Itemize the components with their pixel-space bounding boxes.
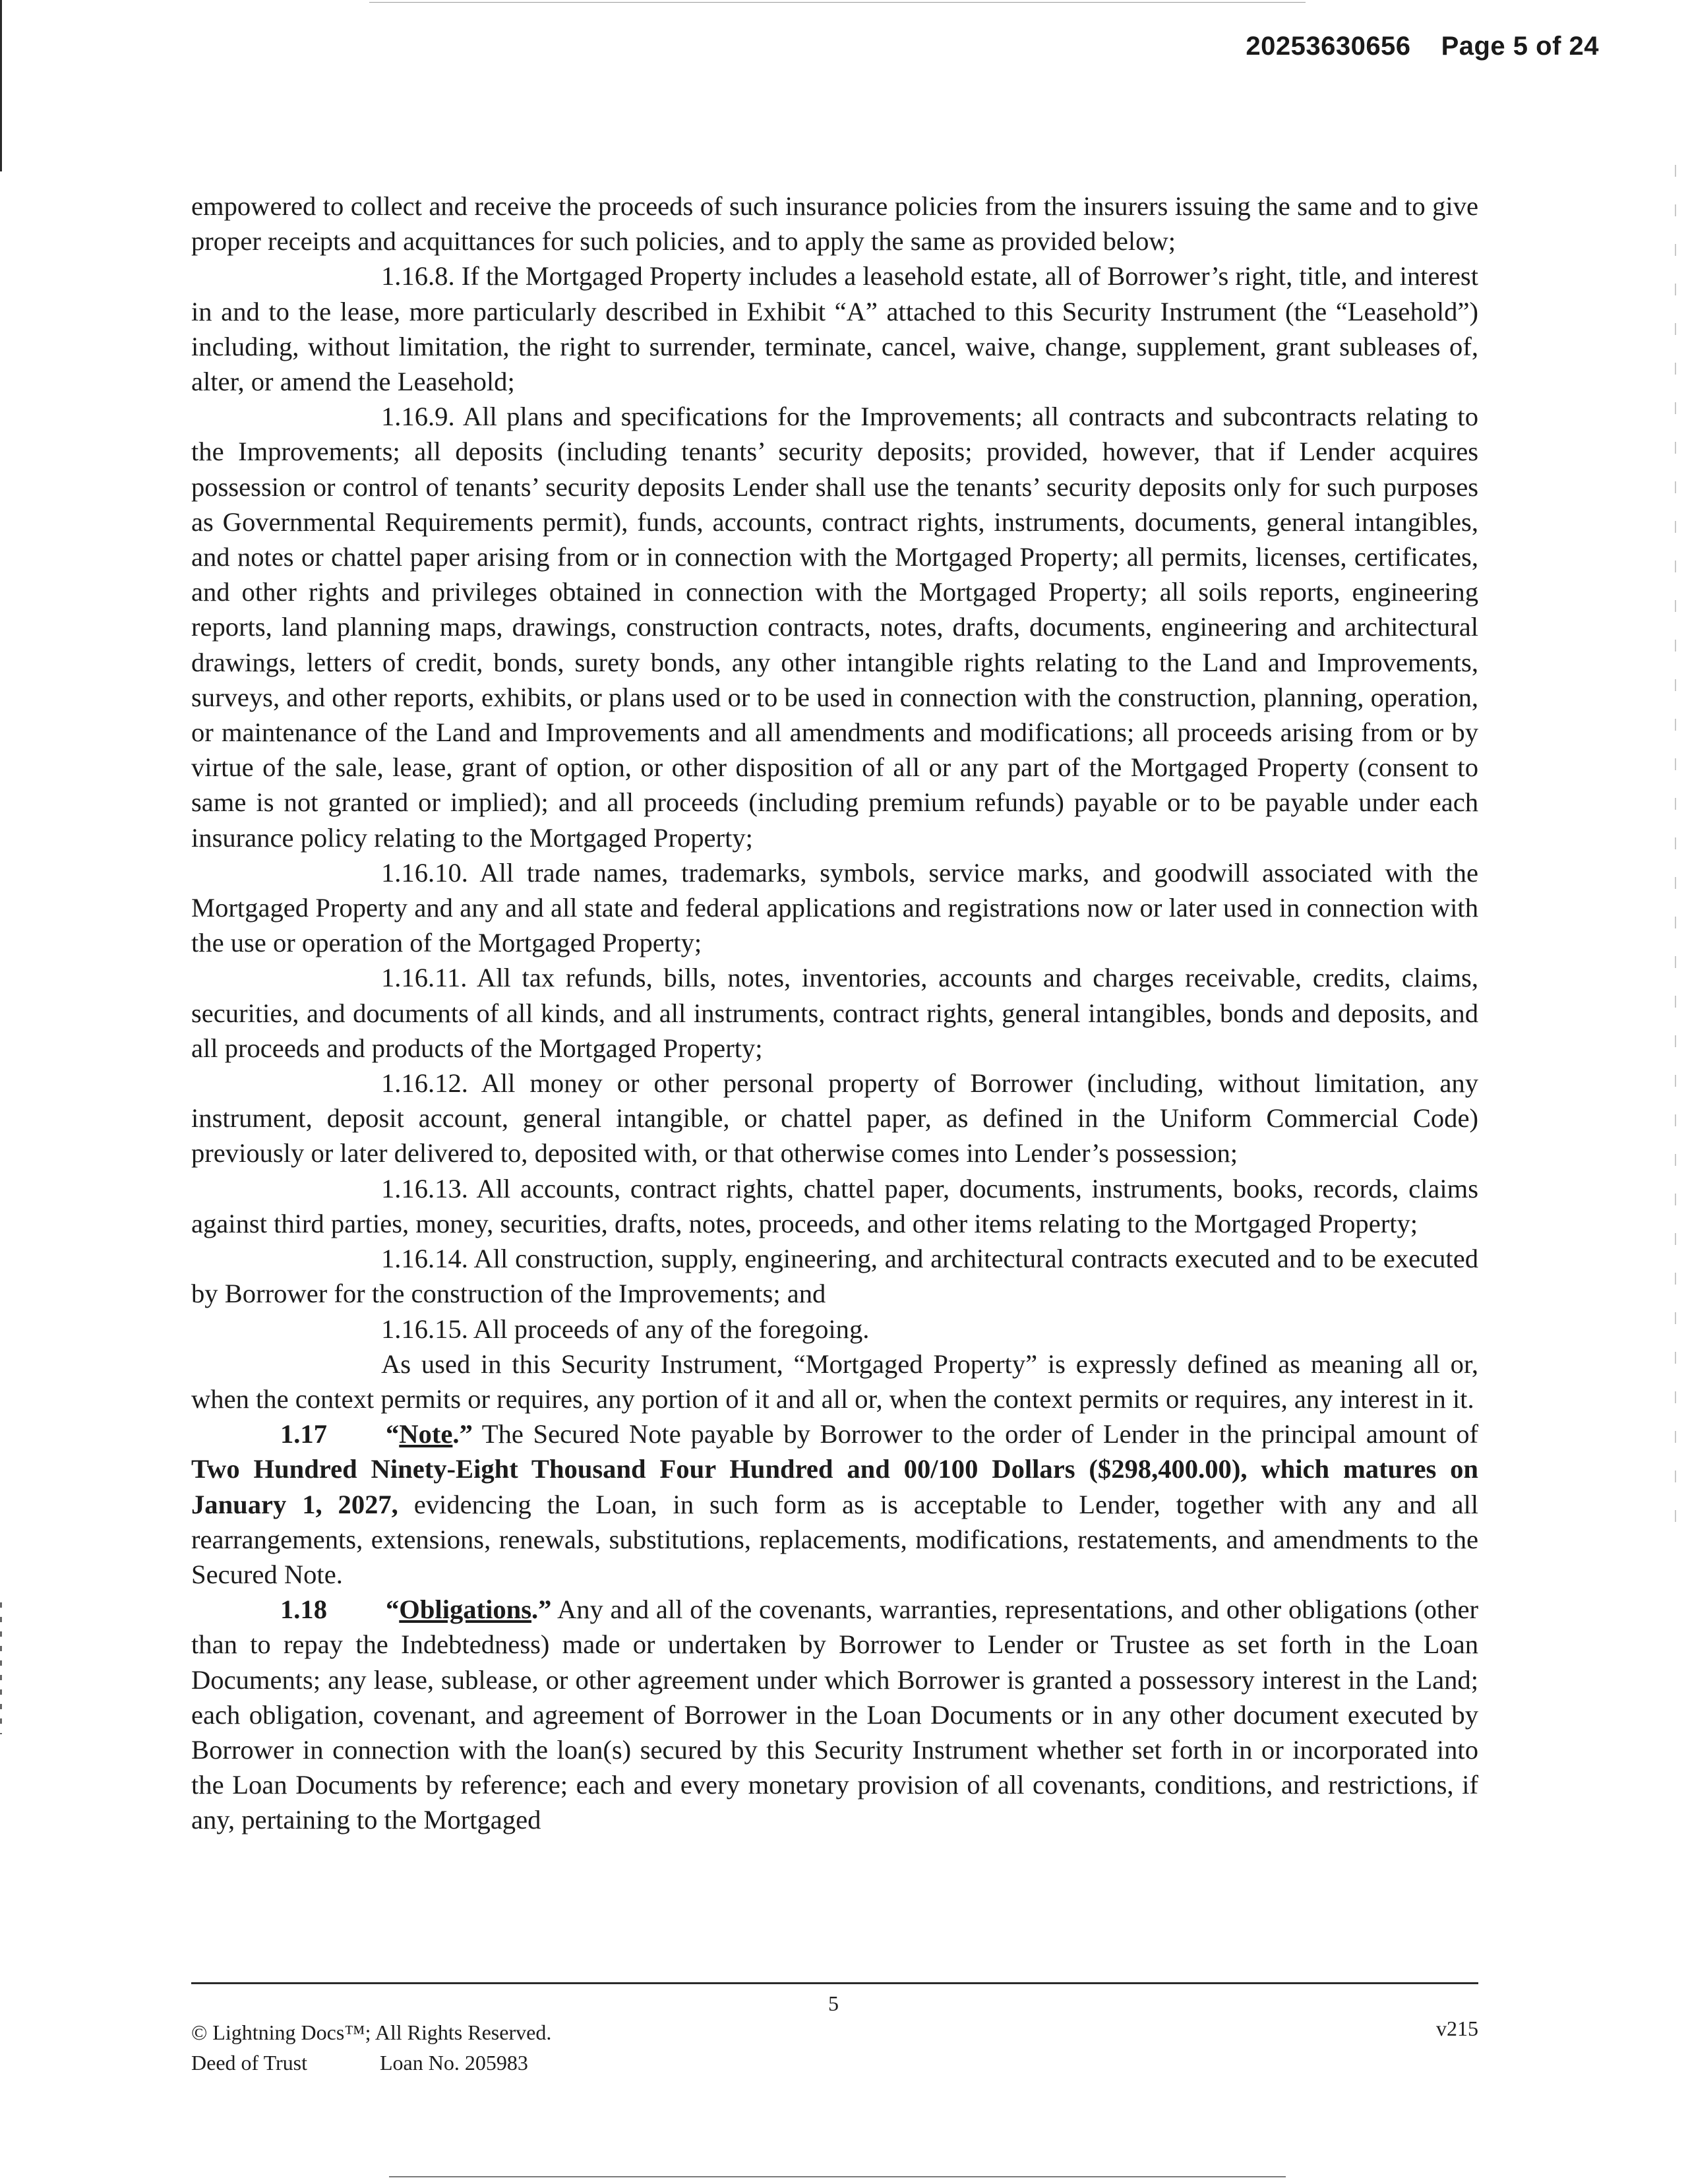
document-body (191, 189, 1478, 1838)
document-number: 20253630656 (1246, 32, 1411, 61)
term-close-quote: .” (452, 1419, 473, 1449)
section-number: 1.17 (280, 1419, 328, 1449)
clause-1-16-10: 1.16.10. All trade names, trademarks, symbols, service marks, and goodwill associated with the Mortgaged Property and any and all state and federal applications and registrations now or later used in connection with the use or operation of the Mortgaged Property; (191, 857, 1478, 958)
term-open-quote: “ (386, 1594, 400, 1625)
clause-1-16-12: 1.16.12. All money or other personal property of Borrower (including, without limitation, any instrument, deposit account, general intangible, or chattel paper, as defined in the Uniform Commercial Code) previously or later delivered to, deposited with, or that otherwise comes into Lender’s possession; (191, 1068, 1478, 1168)
page-number: 5 (828, 1991, 839, 2015)
scan-artifact-right-marks (1675, 165, 1676, 1550)
recording-header (1234, 32, 1599, 61)
footer-divider (191, 1982, 1478, 1984)
clause-1-16-11: 1.16.11. All tax refunds, bills, notes, inventories, accounts and charges receivable, credits, claims, securities, and documents of all kinds, and all instruments, contract rights, general intangibles, bonds and deposits, and all proceeds and products of the Mortgaged Property; (191, 963, 1478, 1063)
scan-artifact-bottom (389, 2176, 1286, 2177)
clause-1-16-15: 1.16.15. All proceeds of any of the foregoing. (381, 1314, 870, 1344)
clause-1-16-14: 1.16.14. All construction, supply, engineering, and architectural contracts executed and to be executed by Borrower for the construction of the Improvements; and (191, 1244, 1478, 1309)
mortgaged-property-definition: As used in this Security Instrument, “Mortgaged Property” is expressly defined as meaning all or, when the context permits or requires, any portion of it and all or, when the context permits or requires, any interest in it. (191, 1349, 1478, 1414)
page-of-label: Page 5 of 24 (1441, 32, 1599, 61)
scan-artifact-left-marks (0, 1602, 2, 1734)
term-open-quote: “ (386, 1419, 400, 1449)
section-1-17 (191, 1416, 1478, 1592)
clause-1-16-9: 1.16.9. All plans and specifications for the Improvements; all contracts and subcontracts relating to the Improvements; all deposits (including tenants’ security deposits; provided, however, that if Lender acquires possession or control of tenants’ security deposits Lender shall use the tenants’ security deposits only for such purposes as Governmental Requirements permit), funds, accounts, contract rights, instruments, documents, general intangibles, and notes or chattel paper arising from or in connection with the Mortgaged Property; all permits, licenses, certificates, and other rights and privileges obtained in connection with the Mortgaged Property; all soils reports, engineering reports, land planning maps, drawings, construction contracts, notes, drafts, documents, engineering and architectural drawings, letters of credit, bonds, surety bonds, any other intangible rights relating to the Land and Improvements, surveys, and other reports, exhibits, or plans used or to be used in connection with the construction, planning, operation, or maintenance of the Land and Improvements and all amendments and modifications; all proceeds arising from or by virtue of the sale, lease, grant of option, or other disposition of all or any part of the Mortgaged Property (consent to same is not granted or implied); and all proceeds (including premium refunds) payable or to be payable under each insurance policy relating to the Mortgaged Property; (191, 402, 1478, 853)
paragraph-continuation: empowered to collect and receive the proceeds of such insurance policies from the insurers issuing the same and to give proper receipts and acquittances for such policies, and to apply the same as provided below; (191, 191, 1478, 257)
copyright-notice: © Lightning Docs™; All Rights Reserved. (191, 2020, 552, 2044)
term-close-quote: .” (531, 1594, 552, 1625)
principal-amount: Two Hundred Ninety-Eight Thousand Four Hundred and 00/100 Dollars ($298,400.00), which matures on January 1, 2027, (191, 1454, 1478, 1519)
defined-term: Note (399, 1419, 453, 1449)
form-version: v215 (1436, 2017, 1478, 2040)
section-text: Any and all of the covenants, warranties, representations, and other obligations (other than to repay the Indebtedness) made or undertaken by Borrower to Lender or Trustee as set forth in the Loan Documents; any lease, sublease, or other agreement under which Borrower is granted a possessory interest in the Land; each obligation, covenant, and agreement of Borrower in the Loan Documents or in any other document executed by Borrower in connection with the loan(s) secured by this Security Instrument whether set forth in or incorporated into the Loan Documents by reference; each and every monetary provision of all covenants, conditions, and restrictions, if any, pertaining to the Mortgaged (191, 1594, 1478, 1835)
defined-term: Obligations (399, 1594, 531, 1625)
section-number: 1.18 (280, 1594, 328, 1625)
section-text: evidencing the Loan, in such form as is acceptable to Lender, together with any and all rearrangements, extensions, renewals, substitutions, replacements, modifications, restatements, and amendments to the Secured Note. (191, 1489, 1478, 1589)
clause-1-16-8: 1.16.8. If the Mortgaged Property includes a leasehold estate, all of Borrower’s right, title, and interest in and to the lease, more particularly described in Exhibit “A” attached to this Security Instrument (the “Leasehold”) including, without limitation, the right to surrender, terminate, cancel, waive, change, supplement, grant subleases of, alter, or amend the Leasehold; (191, 261, 1478, 397)
section-text: The Secured Note payable by Borrower to the order of Lender in the principal amount of (472, 1419, 1478, 1449)
document-type: Deed of Trust (191, 2051, 308, 2075)
scan-artifact-top (369, 2, 1306, 3)
loan-number: Loan No. 205983 (380, 2051, 528, 2075)
clause-1-16-13: 1.16.13. All accounts, contract rights, chattel paper, documents, instruments, books, records, claims against third parties, money, securities, drafts, notes, proceeds, and other items relating to the Mortgaged Property; (191, 1173, 1478, 1238)
scan-artifact-left-edge (0, 0, 2, 171)
section-1-18 (191, 1592, 1478, 1837)
